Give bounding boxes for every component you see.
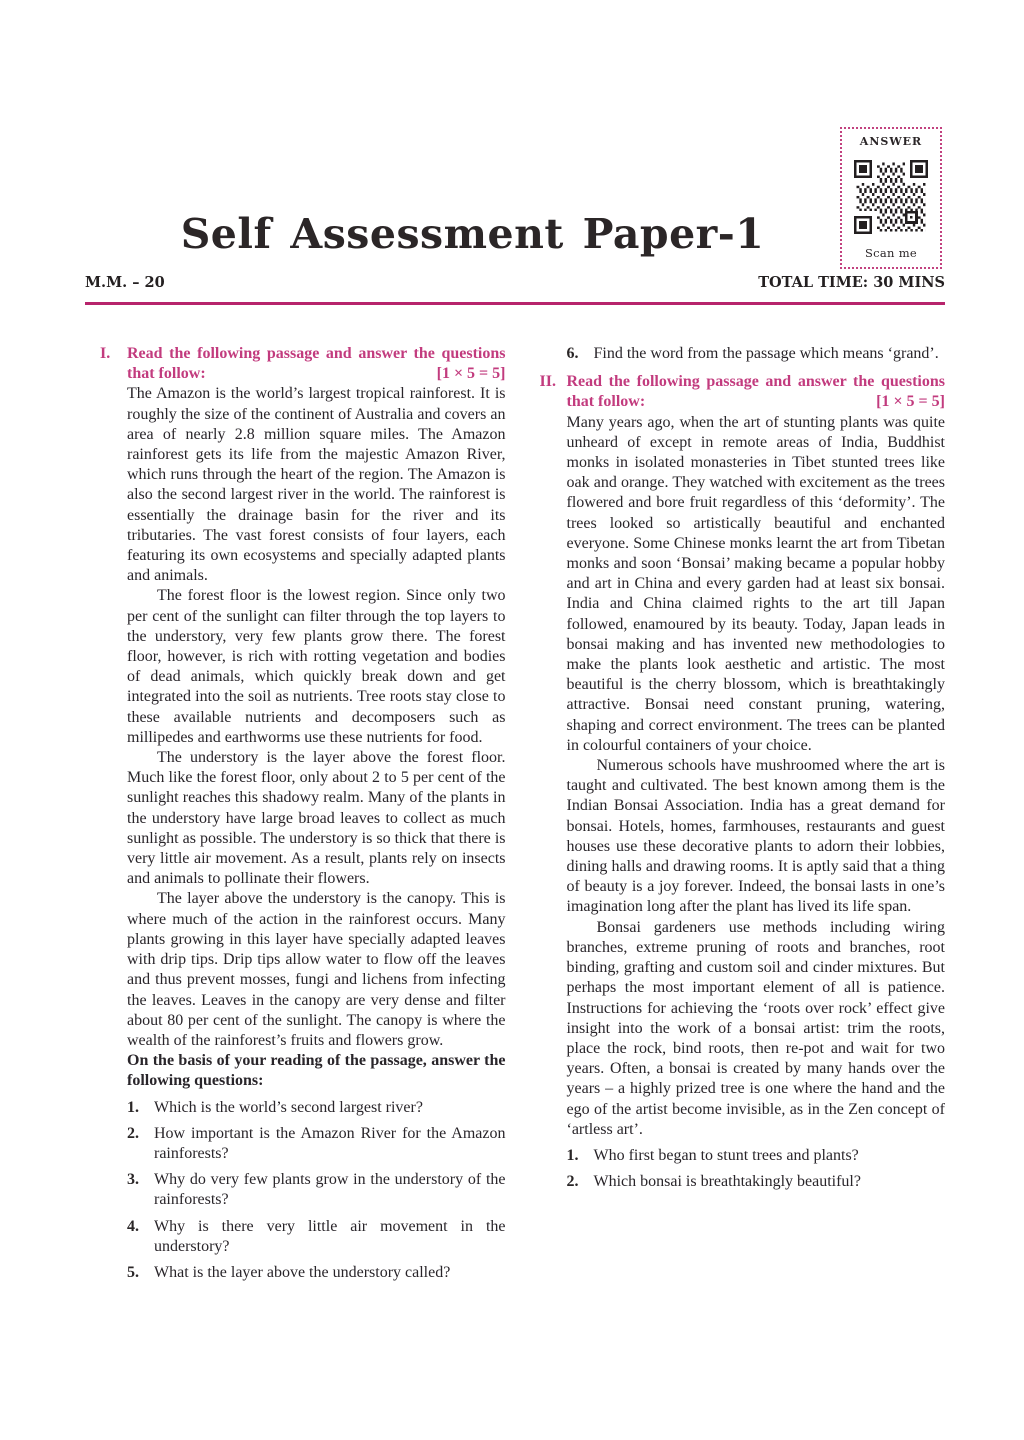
- question-text: Why is there very little air movement in the understory?: [154, 1217, 506, 1255]
- section-1-heading-text: Read the following passage and answer the questions that follow:: [127, 345, 506, 383]
- header-rule: [85, 302, 945, 305]
- qr-code-icon: [854, 160, 928, 234]
- section-1: [100, 344, 506, 1283]
- question-number: 1.: [127, 1098, 139, 1116]
- question-number: 1.: [566, 1146, 579, 1164]
- question-text: What is the layer above the understory called?: [154, 1263, 451, 1281]
- section-1-body: [127, 344, 506, 1283]
- section-2-heading-text: Read the following passage and answer the questions that follow:: [566, 373, 945, 411]
- question-item: [567, 1172, 946, 1192]
- question-item: [127, 1098, 506, 1118]
- section-1-heading: [127, 344, 506, 384]
- section-2-paragraph-1: Many years ago, when the art of stunting plants was quite unheard of except in remote areas of India, Buddhist monks in isolated monasteries in Tibet stunted trees like oak and orange. They watched with excitement as the trees flowered and bore fruit regardless of this ‘deformity’. The trees looked so artistically beautiful and enchanted everyone. Some Chinese monks learnt the art from Tibetan monks and soon ‘Bonsai’ making became a popular hobby and art in China and every garden had at least six bonsai. India and China claimed rights to the art till Japan followed, enamoured by its beauty. Today, Japan leads in bonsai making and has invented new methodologies to make the plants look aesthetic and artistic. The most beautiful is the cherry blossom, which is breathtakingly attractive. Bonsai need constant pruning, watering, shaping and correct environment. The trees can be planted in colourful containers of your choice.: [566, 413, 945, 754]
- column-right: [540, 344, 946, 1283]
- qr-answer-label: ANSWER: [859, 135, 923, 148]
- question-text: Which is the world’s second largest river?: [154, 1098, 423, 1116]
- question-item: [567, 1146, 946, 1166]
- section-1-question-6-wrap: [567, 344, 946, 364]
- question-text: Who first began to stunt trees and plants?: [593, 1146, 859, 1164]
- question-number: 2.: [566, 1173, 579, 1191]
- question-number: 2.: [127, 1124, 139, 1142]
- header-meta-row: [85, 274, 945, 291]
- question-item: [127, 1124, 506, 1164]
- question-number: 4.: [127, 1217, 139, 1235]
- total-time-label: TOTAL TIME: 30 MINS: [758, 274, 945, 291]
- question-item: [567, 344, 946, 364]
- answer-qr-box: [840, 127, 942, 269]
- section-2: [540, 372, 946, 1192]
- question-number: 5.: [127, 1263, 139, 1281]
- question-number: 3.: [127, 1171, 139, 1189]
- section-1-paragraph-3: The understory is the layer above the forest floor. Much like the forest floor, only about 2 to 5 per cent of the sunlight reaches this shadowy realm. Many of the plants in the understory have large broad leaves to collect as much sunlight as possible. The understory is so thick that there is very little air movement. As a result, plants rely on insects and animals to pollinate their flowers.: [127, 749, 506, 888]
- qr-scanme-label: Scan me: [864, 246, 918, 260]
- content-columns: [100, 344, 945, 1283]
- section-1-basis-note: On the basis of your reading of the passage, answer the following questions:: [127, 1052, 506, 1090]
- question-text: Why do very few plants grow in the understory of the rainforests?: [154, 1171, 506, 1209]
- section-2-marks: [1 × 5 = 5]: [876, 393, 945, 411]
- section-1-paragraph-2: The forest floor is the lowest region. Since only two per cent of the sunlight can filter through the top layers to the understory, very few plants grow there. The forest floor, however, is rich with rotting vegetation and bodies of dead animals, which quickly break down and get integrated into the soil as nutrients. Tree roots stay close to these available nutrients and decomposers such as millipedes and earthworms use these nutrients for food.: [127, 587, 506, 746]
- question-text: How important is the Amazon River for the Amazon rainforests?: [154, 1124, 506, 1162]
- section-1-paragraph-1: The Amazon is the world’s largest tropical rainforest. It is roughly the size of the continent of Australia and covers an area of nearly 2.8 million square miles. The Amazon rainforest gets its life from the majestic Amazon River, which runs through the heart of the region. The Amazon is also the second largest river in the world. The rainforest is essentially the drainage basin for the river and its tributaries. The vast forest consists of four layers, each featuring its own ecosystems and specially adapted plants and animals.: [127, 385, 506, 585]
- question-item: [127, 1263, 506, 1283]
- section-2-paragraph-2: Numerous schools have mushroomed where the art is taught and cultivated. The best known among them is the Indian Bonsai Association. India has a great demand for bonsai. Hotels, homes, farmhouses, restaurants and guest houses use these decorative plants to adorn their lobbies, dining halls and drawing rooms. It is aptly said that a thing of beauty is a joy forever. Indeed, the bonsai lasts in one’s imagination long after the plant has lived its life span.: [566, 757, 945, 916]
- question-text: Find the word from the passage which means ‘grand’.: [593, 345, 939, 362]
- section-2-numeral: II.: [539, 373, 556, 391]
- question-item: [127, 1170, 506, 1210]
- section-2-paragraph-3: Bonsai gardeners use methods including wiring branches, extreme pruning of roots and branches, root binding, grafting and custom soil and cinder mixtures. But perhaps the most important element of all is patience. Instructions for achieving the ‘roots over rock’ effect give insight into the work of a bonsai artist: trim the roots, place the rock, bind roots, then re-pot and wait for two years. Often, a bonsai is created by many hands over the years – a highly prized tree is one where the hand and the ego of the artist become invisible, as in the Zen concept of ‘artless art’.: [566, 918, 945, 1138]
- question-item: [127, 1217, 506, 1257]
- page-title: Self Assessment Paper-1: [180, 210, 765, 258]
- question-number: 6.: [566, 345, 579, 362]
- column-left: [100, 344, 506, 1283]
- question-text: Which bonsai is breathtakingly beautiful?: [593, 1173, 861, 1191]
- section-1-paragraph-4: The layer above the understory is the canopy. This is where much of the action in the rainforest occurs. Many plants growing in this layer have specially adapted leaves with drip tips. Drip tips allow water to flow off the leaves and thus prevent mosses, fungi and lichens from infecting the leaves. Leaves in the canopy are very dense and filter about 80 per cent of the sunlight. The canopy is where the wealth of the rainforest’s fruits and flowers grow.: [127, 890, 506, 1049]
- section-2-heading: [567, 372, 946, 412]
- section-2-body: [567, 372, 946, 1192]
- section-1-marks: [1 × 5 = 5]: [436, 365, 506, 383]
- section-1-numeral: I.: [100, 345, 111, 362]
- max-marks-label: M.M. – 20: [85, 274, 165, 291]
